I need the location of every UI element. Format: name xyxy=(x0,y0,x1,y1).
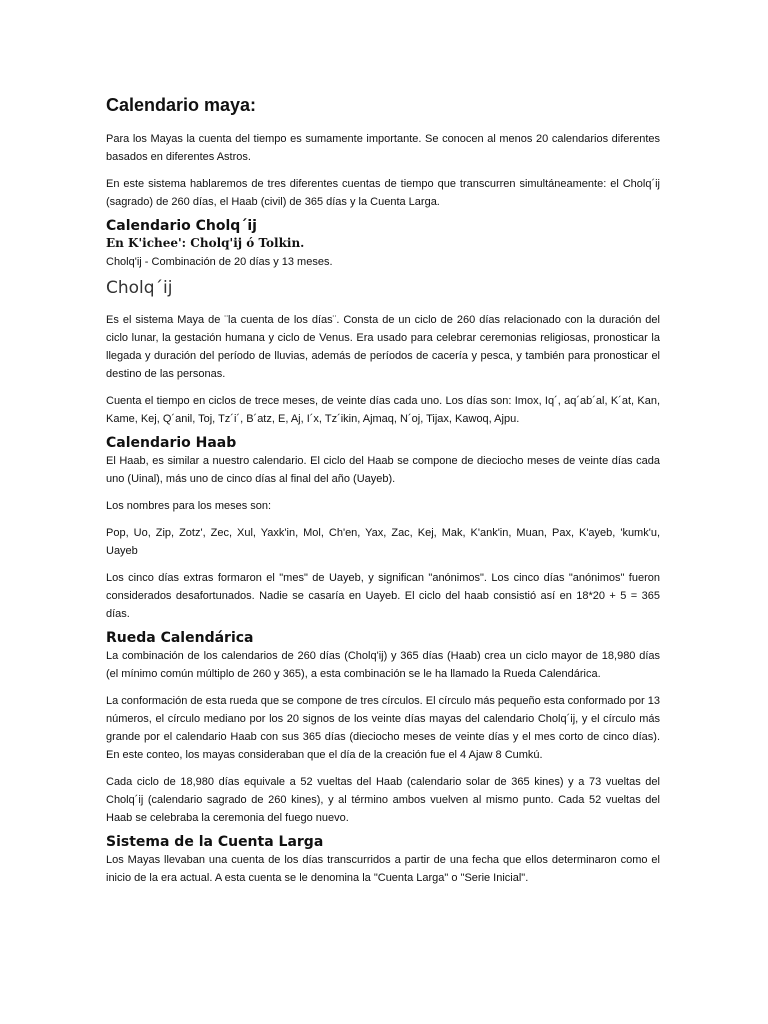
haab-paragraph-4: Los cinco días extras formaron el "mes" de Uayeb, y significan "anónimos". Los cinco días "anónimos" fueron considerados desafortunados. Nadie se casaría en Uayeb. El ciclo del haab consistió así en 18*20 + 5 = 365 días. xyxy=(106,572,660,620)
cholqij-subheading: En K'ichee': Cholq'ij ó Tolkin. xyxy=(106,236,305,250)
cholqij-combination: Cholq'ij - Combinación de 20 días y 13 meses. xyxy=(106,256,333,268)
rueda-paragraph-1: La combinación de los calendarios de 260 días (Cholq'ij) y 365 días (Haab) crea un ciclo mayor de 18,980 días (el mínimo común múltiplo de 260 y 365), a esta combinación se le ha llamado la Rueda Calendárica. xyxy=(106,650,660,680)
haab-months-list: Pop, Uo, Zip, Zotz', Zec, Xul, Yaxk'in, Mol, Ch'en, Yax, Zac, Kej, Mak, K'ank'in, Muan, Pax, K'ayeb, 'kumk'u, Uayeb xyxy=(106,527,660,557)
cholqij-name: Cholq´ij xyxy=(106,278,173,298)
cholqij-paragraph-2: Cuenta el tiempo en ciclos de trece meses, de veinte días cada uno. Los días son: Imox, Iq´, aq´ab´al, K´at, Kan, Kame, Kej, Q´anil, Toj, Tz´i´, B´atz, E, Aj, I´x, Tz´ikin, Ajmaq, N´oj, Tijax, Kawoq, Ajpu. xyxy=(106,395,660,425)
rueda-paragraph-2: La conformación de esta rueda que se compone de tres círculos. El círculo más pequeño esta conformado por 13 números, el círculo mediano por los 20 signos de los veinte días mayas del calendario Cholq´ij, y el círculo más grande por el calendario Haab con sus 365 días (dieciocho meses de veinte días y el mes corto de cinco días). En este conteo, los mayas consideraban que el día de la creación fue el 4 Ajaw 8 Cumkú. xyxy=(106,695,660,761)
intro-paragraph-1: Para los Mayas la cuenta del tiempo es sumamente importante. Se conocen al menos 20 calendarios diferentes basados en diferentes Astros. xyxy=(106,133,660,163)
cholqij-heading: Calendario Cholq´ij xyxy=(106,218,257,234)
haab-paragraph-1: El Haab, es similar a nuestro calendario. El ciclo del Haab se compone de dieciocho meses de veinte días cada uno (Uinal), más uno de cinco días al final del año (Uayeb). xyxy=(106,455,660,485)
haab-heading: Calendario Haab xyxy=(106,435,237,451)
cuenta-larga-heading: Sistema de la Cuenta Larga xyxy=(106,834,324,850)
document-page xyxy=(106,94,660,896)
haab-paragraph-2: Los nombres para los meses son: xyxy=(106,500,272,512)
cuenta-larga-paragraph-1: Los Mayas llevaban una cuenta de los días transcurridos a partir de una fecha que ellos determinaron como el inicio de la era actual. A esta cuenta se le denomina la "Cuenta Larga" o "Serie Inicial". xyxy=(106,854,660,884)
rueda-heading: Rueda Calendárica xyxy=(106,630,254,646)
rueda-paragraph-3: Cada ciclo de 18,980 días equivale a 52 vueltas del Haab (calendario solar de 365 kines) y a 73 vueltas del Cholq´ij (calendario sagrado de 260 kines), y al término ambos vuelven al mismo punto. Cada 52 vueltas del Haab se celebraba la ceremonia del fuego nuevo. xyxy=(106,776,660,824)
cholqij-paragraph-1: Es el sistema Maya de ¨la cuenta de los días¨. Consta de un ciclo de 260 días relacionado con la duración del ciclo lunar, la gestación humana y ciclo de Venus. Era usado para celebrar ceremonias religiosas, pronosticar la llegada y duración del período de lluvias, además de períodos de cacería y pesca, y también para pronosticar el destino de las personas. xyxy=(106,314,660,380)
intro-paragraph-2: En este sistema hablaremos de tres diferentes cuentas de tiempo que transcurren simultáneamente: el Cholq´ij (sagrado) de 260 días, el Haab (civil) de 365 días y la Cuenta Larga. xyxy=(106,178,660,208)
page-title: Calendario maya: xyxy=(106,95,257,115)
